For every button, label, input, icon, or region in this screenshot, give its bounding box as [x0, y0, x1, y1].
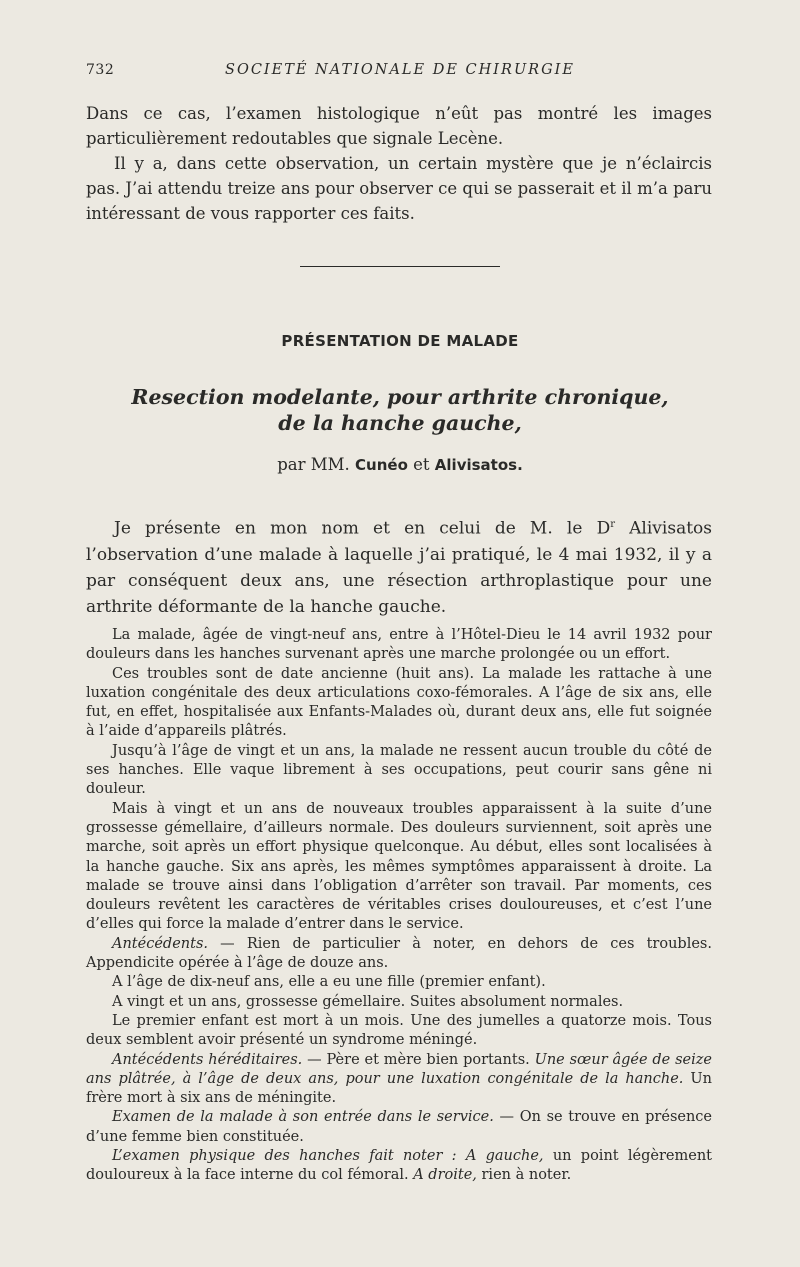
section-divider: [300, 266, 500, 267]
author-alivisatos: Alivisatos.: [434, 456, 523, 474]
page-header: [0, 62, 800, 82]
observation-paragraph-4: Mais à vingt et un ans de nouveaux troubles apparaissent à la suite d’une grossesse gémellaire, d’ailleurs normale. Des douleurs surviennent, soit après une marche, soit après un effort physique quelconque. Au début, elles sont localisées à la hanche gauche. Six ans après, les mêmes symptômes apparaissent à droite. La malade se trouve ainsi dans l’obligation d’arrêter son travail. Par moments, ces douleurs revêtent les caractères de véritables crises douloureuses, et c’est l’une d’elles qui force la malade d’entrer dans le service.: [86, 800, 712, 933]
observation-paragraph-8: Le premier enfant est mort à un mois. Une des jumelles a quatorze mois. Tous deux semblent avoir présenté un syndrome méningé.: [86, 1012, 712, 1049]
authors-prefix: par MM.: [277, 455, 356, 474]
doctor-superscript: r: [610, 519, 615, 530]
author-cuneo: Cunéo: [355, 456, 408, 474]
intro-paragraph-1: Dans ce cas, l’examen histologique n’eût pas montré les images particulièrement redoutables que signale Lecène.: [86, 104, 712, 148]
observation-physical-exam: L’examen physique des hanches fait noter : A gauche, un point légèrement douloureux à la face interne du col fémoral. A droite, rien à noter.: [86, 1148, 712, 1184]
lead-block: [86, 512, 712, 620]
observation-paragraph-7: A vingt et un ans, grossesse gémellaire. Suites absolument normales.: [112, 993, 624, 1010]
observation-block: [86, 626, 712, 1186]
section-heading: PRÉSENTATION DE MALADE: [281, 332, 519, 350]
observation-paragraph-1: La malade, âgée de vingt-neuf ans, entre à l’Hôtel-Dieu le 14 avril 1932 pour douleurs dans les hanches survenant après une marche prolongée ou un effort.: [86, 627, 712, 663]
running-title: SOCIETÉ NATIONALE DE CHIRURGIE: [225, 62, 575, 78]
observation-paragraph-3: Jusqu’à l’âge de vingt et un ans, la malade ne ressent aucun trouble du côté de ses hanches. Elle vaque librement à ses occupations, peut courir sans gêne ni douleur.: [86, 742, 712, 798]
article-title: [0, 384, 800, 436]
lead-paragraph: Je présente en mon nom et en celui de M. le $D^r$ Alivisatos l’observation d’une malade à laquelle j’ai pratiqué, le 4 mai 1932, il y a par conséquent deux ans, une résection arthroplastique pour une arthrite déformante de la hanche gauche.: [86, 518, 712, 617]
observation-hereditary: Antécédents héréditaires. — Père et mère bien portants. Une sœur âgée de seize ans plâtrée, à l’âge de deux ans, pour une luxation congénitale de la hanche. Un frère mort à six ans de méningite.: [86, 1051, 712, 1107]
article-title-line-2: de la hanche gauche,: [278, 411, 522, 435]
authors-line: [0, 455, 800, 474]
page-number: 732: [86, 62, 115, 78]
authors-joiner: et: [407, 455, 435, 474]
article-title-line-1: Resection modelante, pour arthrite chronique,: [131, 385, 669, 409]
intro-block: [86, 101, 712, 226]
observation-examination: Examen de la malade à son entrée dans le service. — On se trouve en présence d’une femme bien constituée.: [86, 1109, 713, 1145]
observation-paragraph-2: Ces troubles sont de date ancienne (huit ans). La malade les rattache à une luxation congénitale des deux articulations coxo-fémorales. A l’âge de six ans, elle fut, en effet, hospitalisée aux Enfants-Malades où, durant deux ans, elle fut soignée à l’aide d’appareils plâtrés.: [86, 665, 712, 740]
intro-paragraph-2: Il y a, dans cette observation, un certain mystère que je n’éclaircis pas. J’ai attendu treize ans pour observer ce qui se passerait et il m’a paru intéressant de vous rapporter ces faits.: [86, 154, 712, 223]
observation-antecedents: Antécédents. — Rien de particulier à noter, en dehors de ces troubles. Appendicite opérée à l’âge de douze ans.: [86, 935, 712, 972]
observation-paragraph-6: A l’âge de dix-neuf ans, elle a eu une fille (premier enfant).: [112, 974, 546, 991]
